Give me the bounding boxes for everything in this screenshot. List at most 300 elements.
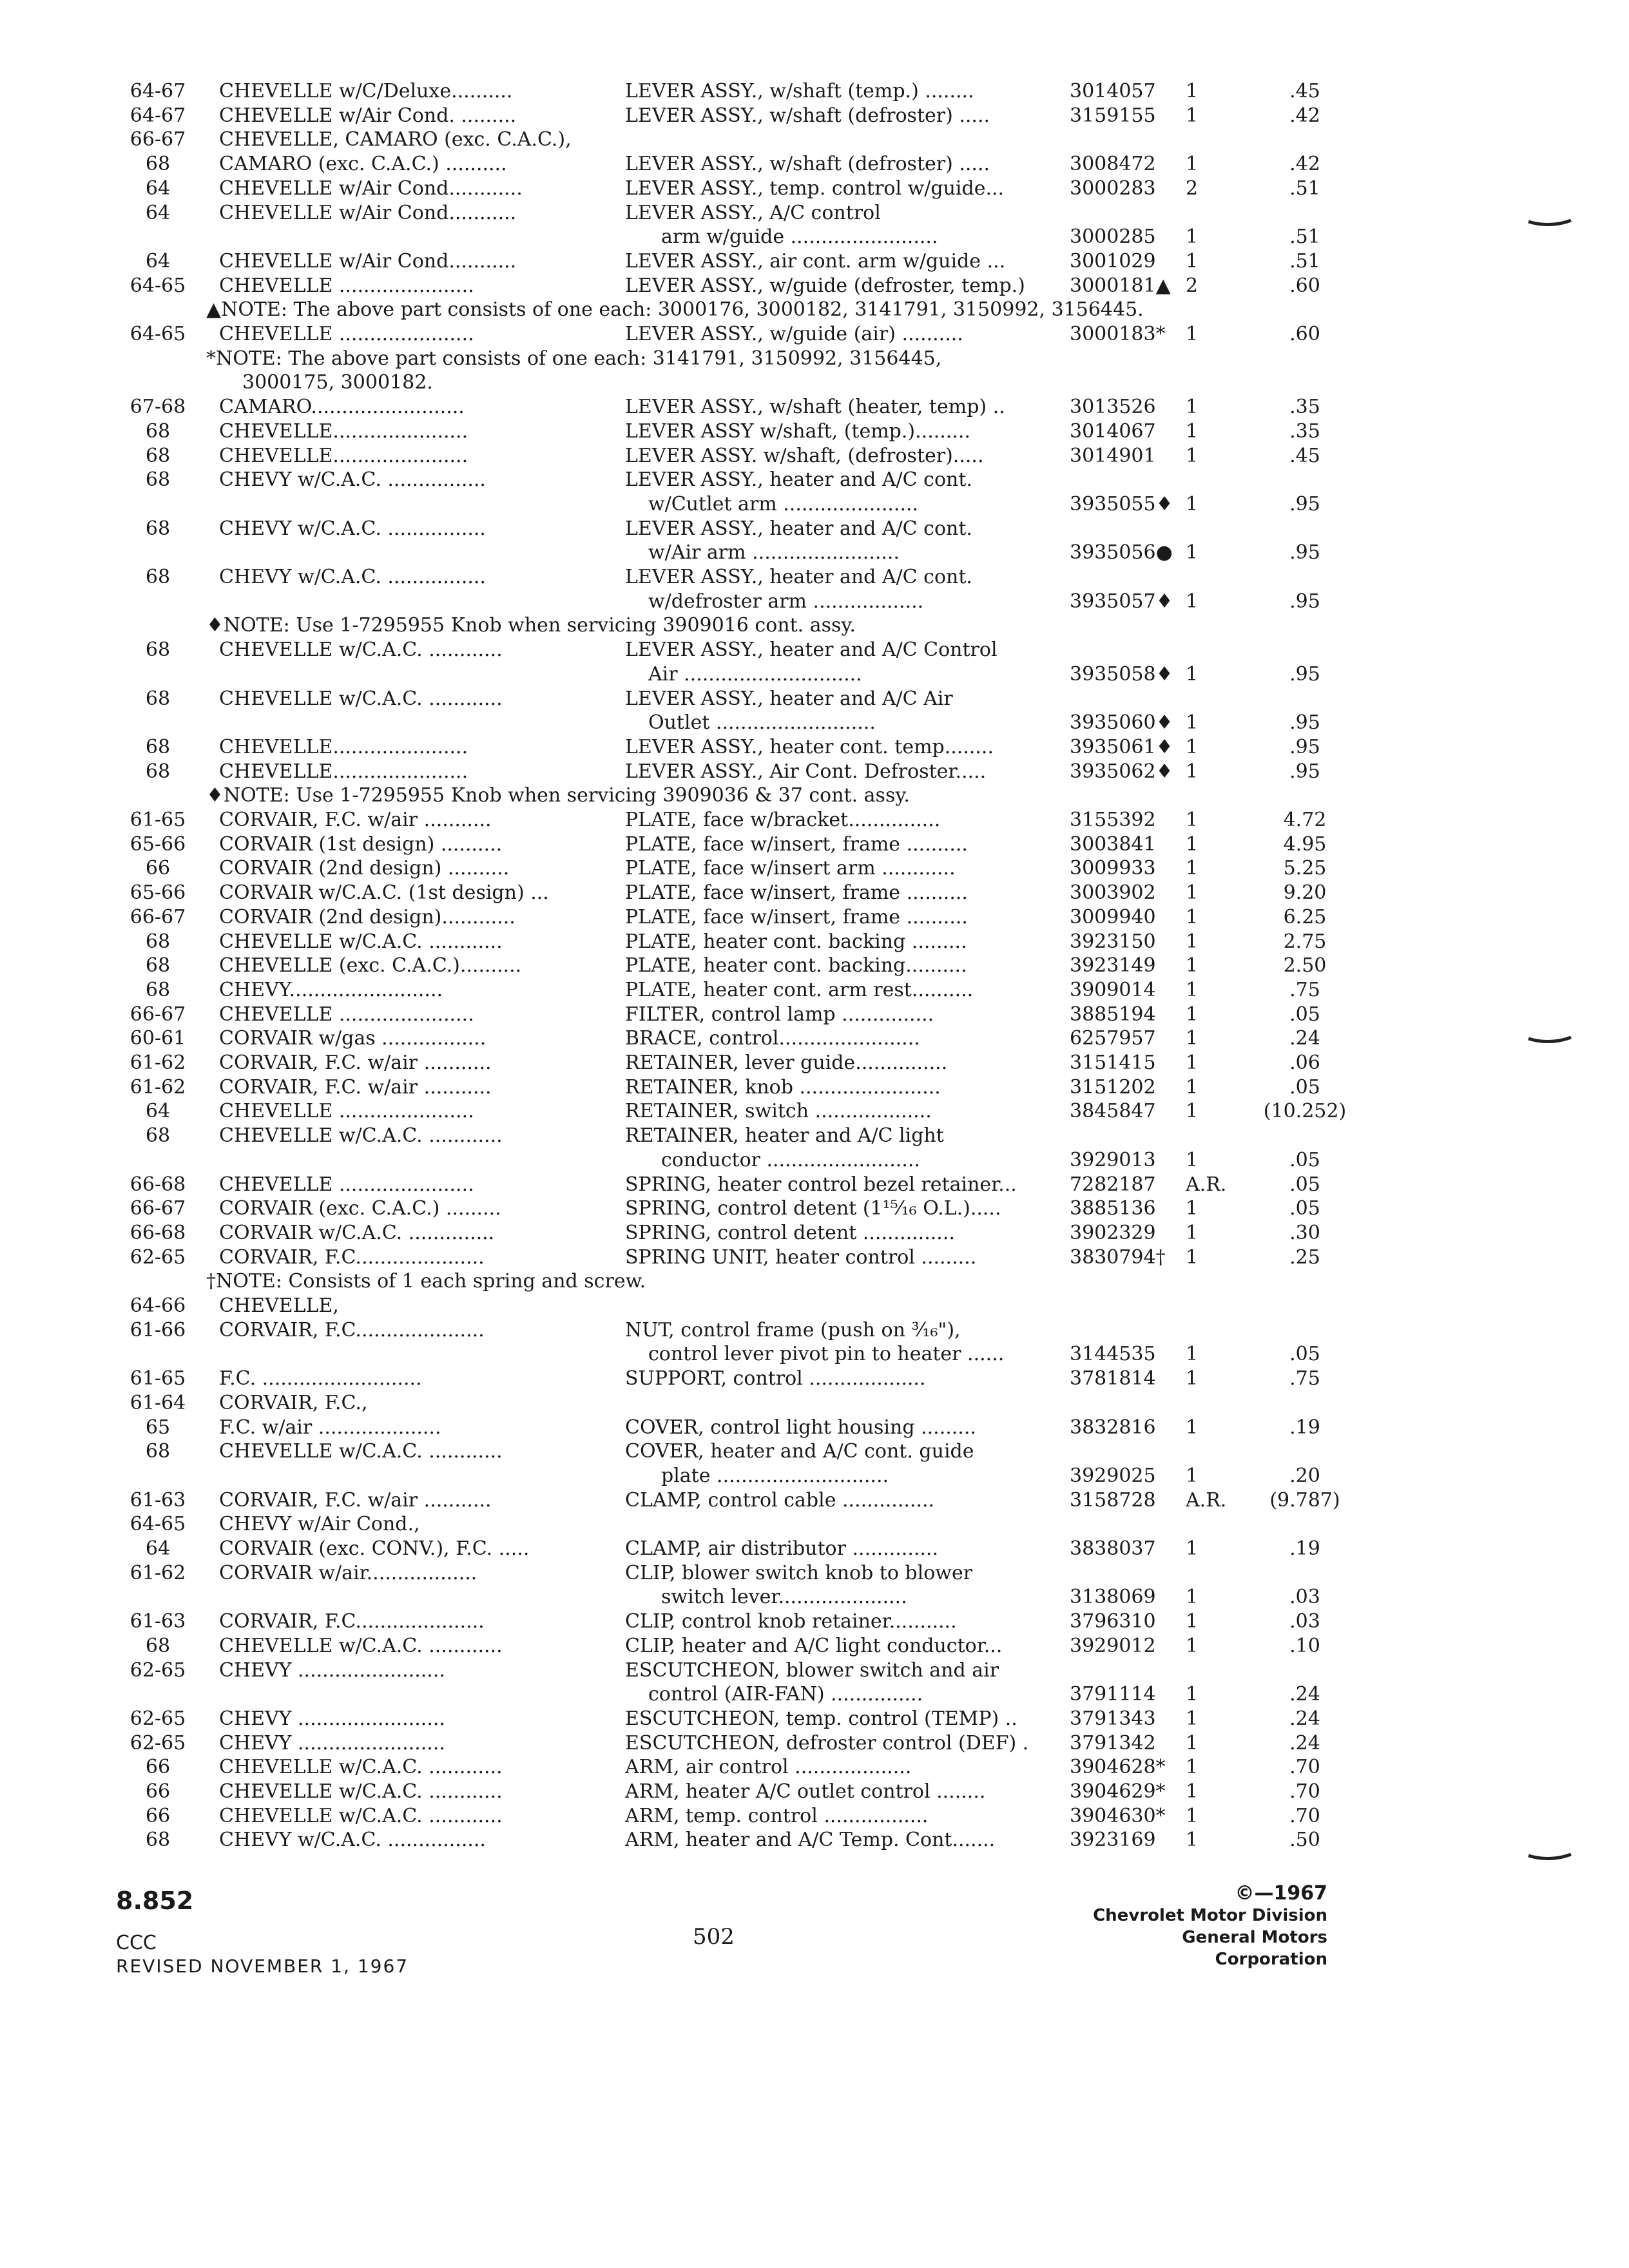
table-row (0, 1220, 1629, 1246)
note-text: ♦NOTE: Use 1-7295955 Knob when servicing 3909036 & 37 cont. assy. (206, 784, 910, 807)
year-cell: 65-66 (130, 833, 186, 856)
model-cell: CHEVY w/C.A.C. ................ (219, 1829, 486, 1851)
year-cell: 61-63 (130, 1489, 186, 1512)
model-cell: CHEVELLE ...................... (219, 1173, 474, 1196)
model-cell: CHEVELLE...................... (219, 736, 468, 758)
model-cell: CORVAIR, F.C..................... (219, 1319, 485, 1341)
table-row (0, 1172, 1629, 1198)
description-cell: LEVER ASSY., heater and A/C Air (625, 687, 953, 710)
year-cell: 62-65 (130, 1246, 186, 1269)
table-row (0, 516, 1629, 542)
price-cell: .24 (1289, 1683, 1320, 1706)
price-cell: .03 (1289, 1586, 1320, 1608)
description-cell: PLATE, face w/insert, frame .......... (625, 906, 968, 928)
table-row (0, 273, 1629, 299)
price-cell: .95 (1289, 760, 1320, 783)
table-row (0, 929, 1629, 955)
model-cell: CORVAIR (exc. C.A.C.) ......... (219, 1197, 501, 1220)
table-row (0, 1561, 1629, 1586)
model-cell: CORVAIR, F.C..................... (219, 1610, 485, 1633)
year-cell: 64 (145, 1100, 171, 1122)
part-number-cell: 3935058♦ (1070, 663, 1173, 686)
price-cell: .19 (1289, 1416, 1320, 1439)
model-cell: CHEVY ........................ (219, 1659, 445, 1682)
part-number-cell: 3904628* (1070, 1756, 1166, 1778)
table-row (0, 419, 1629, 445)
year-cell: 67-68 (130, 396, 186, 418)
year-cell: 66 (145, 857, 171, 879)
description-cell: LEVER ASSY., w/shaft (defroster) ..... (625, 153, 990, 175)
part-number-cell: 3902329 (1070, 1222, 1156, 1244)
table-row (0, 856, 1629, 881)
quantity-cell: 1 (1186, 736, 1199, 758)
note-row (0, 783, 1629, 809)
part-number-cell: 3008472 (1070, 153, 1156, 175)
description-cell: control (AIR-FAN) ............... (648, 1683, 923, 1706)
table-row (0, 1123, 1629, 1149)
price-cell: .45 (1289, 80, 1320, 102)
part-number-cell: 3791343 (1070, 1707, 1156, 1730)
quantity-cell: 1 (1186, 930, 1199, 953)
table-row (0, 637, 1629, 663)
description-cell: ESCUTCHEON, temp. control (TEMP) .. (625, 1707, 1017, 1730)
table-row (0, 1245, 1629, 1271)
table-row (0, 1536, 1629, 1562)
description-cell: LEVER ASSY., heater cont. temp........ (625, 736, 994, 758)
table-row (0, 1415, 1629, 1441)
table-row (0, 1803, 1629, 1829)
table-row (0, 710, 1629, 736)
year-cell: 60-61 (130, 1027, 186, 1050)
year-cell: 68 (145, 1124, 171, 1147)
year-cell: 64 (145, 1537, 171, 1560)
price-cell: .50 (1289, 1829, 1320, 1851)
part-number-cell: 3838037 (1070, 1537, 1156, 1560)
model-cell: CORVAIR (2nd design)............ (219, 906, 516, 928)
year-cell: 64-67 (130, 80, 186, 102)
part-number-cell: 3009940 (1070, 906, 1156, 928)
model-cell: CHEVELLE w/Air Cond............ (219, 177, 523, 200)
model-cell: CORVAIR, F.C. w/air ........... (219, 1052, 492, 1074)
description-cell: arm w/guide ........................ (661, 226, 938, 248)
year-cell: 64 (145, 202, 171, 224)
quantity-cell: 1 (1186, 711, 1199, 734)
year-cell: 66-67 (130, 1003, 186, 1026)
quantity-cell: 1 (1186, 80, 1199, 102)
quantity-cell: 1 (1186, 1222, 1199, 1244)
quantity-cell: 1 (1186, 153, 1199, 175)
model-cell: CHEVY......................... (219, 979, 443, 1001)
quantity-cell: 1 (1186, 250, 1199, 273)
model-cell: CHEVELLE w/C.A.C. ............ (219, 687, 503, 710)
quantity-cell: 1 (1186, 809, 1199, 831)
description-cell: ESCUTCHEON, defroster control (DEF) . (625, 1732, 1029, 1754)
year-cell: 68 (145, 954, 171, 977)
part-number-cell: 3781814 (1070, 1367, 1156, 1390)
table-row (0, 953, 1629, 979)
price-cell: .19 (1289, 1537, 1320, 1560)
description-cell: LEVER ASSY., temp. control w/guide... (625, 177, 1005, 200)
description-cell: RETAINER, switch ................... (625, 1100, 932, 1122)
price-cell: .42 (1289, 104, 1320, 127)
year-cell: 68 (145, 420, 171, 443)
description-cell: CLIP, heater and A/C light conductor... (625, 1635, 1003, 1657)
price-cell: .05 (1289, 1003, 1320, 1026)
description-cell: CLAMP, air distributor .............. (625, 1537, 939, 1560)
table-row (0, 1390, 1629, 1416)
description-cell: w/Cutlet arm ...................... (648, 493, 919, 515)
description-cell: SPRING, control detent (1¹⁵⁄₁₆ O.L.)..... (625, 1197, 1001, 1220)
table-row (0, 1341, 1629, 1367)
part-number-cell: 3000181▲ (1070, 274, 1171, 297)
part-number-cell: 3796310 (1070, 1610, 1156, 1633)
model-cell: CORVAIR, F.C., (219, 1392, 368, 1414)
price-cell: (10.252) (1263, 1100, 1347, 1122)
model-cell: CORVAIR, F.C. w/air ........... (219, 1076, 492, 1099)
table-row (0, 1463, 1629, 1489)
table-row (0, 686, 1629, 712)
table-row (0, 1827, 1629, 1853)
part-number-cell: 3003902 (1070, 881, 1156, 904)
table-row (0, 1488, 1629, 1514)
table-row (0, 1293, 1629, 1319)
description-cell: LEVER ASSY., w/shaft (heater, temp) .. (625, 396, 1005, 418)
model-cell: CHEVELLE ...................... (219, 274, 474, 297)
model-cell: CHEVELLE w/C.A.C. ............ (219, 1780, 503, 1803)
description-cell: control lever pivot pin to heater ...... (648, 1343, 1005, 1365)
year-cell: 61-64 (130, 1392, 186, 1414)
year-cell: 68 (145, 736, 171, 758)
price-cell: .51 (1289, 177, 1320, 200)
price-cell: .95 (1289, 541, 1320, 564)
price-cell: .75 (1289, 979, 1320, 1001)
quantity-cell: 1 (1186, 104, 1199, 127)
model-cell: CHEVELLE w/Air Cond........... (219, 250, 517, 273)
price-cell: .03 (1289, 1610, 1320, 1633)
price-cell: .05 (1289, 1076, 1320, 1099)
price-cell: .45 (1289, 445, 1320, 467)
part-number-cell: 3014057 (1070, 80, 1156, 102)
description-cell: PLATE, heater cont. backing.......... (625, 954, 967, 977)
quantity-cell: 1 (1186, 1707, 1199, 1730)
price-cell: .24 (1289, 1732, 1320, 1754)
model-cell: CHEVELLE w/C.A.C. ............ (219, 930, 503, 953)
price-cell: .35 (1289, 420, 1320, 443)
table-row (0, 1050, 1629, 1076)
note-text: 3000175, 3000182. (242, 371, 433, 394)
table-row (0, 1075, 1629, 1100)
part-number-cell: 3935055♦ (1070, 493, 1173, 515)
table-row (0, 1099, 1629, 1124)
model-cell: CHEVELLE w/C/Deluxe.......... (219, 80, 513, 102)
price-cell: .05 (1289, 1197, 1320, 1220)
part-number-cell: 3159155 (1070, 104, 1156, 127)
year-cell: 62-65 (130, 1659, 186, 1682)
quantity-cell: 1 (1186, 1027, 1199, 1050)
model-cell: CORVAIR (1st design) .......... (219, 833, 503, 856)
table-row (0, 977, 1629, 1003)
part-number-cell: 3935062♦ (1070, 760, 1173, 783)
quantity-cell: 1 (1186, 1343, 1199, 1365)
description-cell: w/defroster arm .................. (648, 590, 924, 613)
year-cell: 68 (145, 760, 171, 783)
page-number: 502 (693, 1924, 735, 1950)
quantity-cell: 1 (1186, 1416, 1199, 1439)
model-cell: CORVAIR w/C.A.C. .............. (219, 1222, 495, 1244)
model-cell: CHEVELLE ...................... (219, 323, 474, 345)
quantity-cell: 2 (1186, 274, 1199, 297)
binder-hole-mark (1527, 219, 1572, 228)
table-row (0, 249, 1629, 274)
table-row (0, 127, 1629, 153)
table-row (0, 735, 1629, 760)
table-row (0, 1318, 1629, 1343)
note-row (0, 346, 1629, 372)
part-number-cell: 3014067 (1070, 420, 1156, 443)
price-cell: 2.75 (1283, 930, 1327, 953)
description-cell: LEVER ASSY., w/guide (defroster, temp.) (625, 274, 1025, 297)
part-number-cell: 3000183* (1070, 323, 1166, 345)
table-row (0, 1584, 1629, 1610)
price-cell: .95 (1289, 663, 1320, 686)
year-cell: 66-67 (130, 128, 186, 151)
table-row (0, 589, 1629, 615)
model-cell: F.C. w/air .................... (219, 1416, 441, 1439)
year-cell: 66-68 (130, 1173, 186, 1196)
description-cell: CLIP, control knob retainer........... (625, 1610, 957, 1633)
model-cell: CHEVELLE w/Air Cond........... (219, 202, 517, 224)
price-cell: .24 (1289, 1027, 1320, 1050)
model-cell: CHEVELLE w/C.A.C. ............ (219, 1124, 503, 1147)
table-row (0, 1633, 1629, 1659)
part-number-cell: 3929025 (1070, 1465, 1156, 1487)
year-cell: 61-65 (130, 809, 186, 831)
model-cell: CORVAIR (2nd design) .......... (219, 857, 510, 879)
table-row (0, 1366, 1629, 1392)
part-number-cell: 3791114 (1070, 1683, 1156, 1706)
part-number-cell: 7282187 (1070, 1173, 1156, 1196)
table-row (0, 200, 1629, 226)
quantity-cell: 1 (1186, 396, 1199, 418)
description-cell: w/Air arm ........................ (648, 541, 900, 564)
model-cell: CHEVELLE w/C.A.C. ............ (219, 1635, 503, 1657)
year-cell: 64 (145, 177, 171, 200)
price-cell: .25 (1289, 1246, 1320, 1269)
footer-left (116, 1887, 409, 1977)
table-row (0, 1609, 1629, 1635)
quantity-cell: 2 (1186, 177, 1199, 200)
part-number-cell: 3923150 (1070, 930, 1156, 953)
price-cell: .51 (1289, 250, 1320, 273)
description-cell: SPRING, control detent ............... (625, 1222, 955, 1244)
model-cell: CORVAIR w/C.A.C. (1st design) ... (219, 881, 549, 904)
price-cell: .20 (1289, 1465, 1320, 1487)
year-cell: 68 (145, 445, 171, 467)
part-number-cell: 3904629* (1070, 1780, 1166, 1803)
quantity-cell: 1 (1186, 1100, 1199, 1122)
part-number-cell: 3885194 (1070, 1003, 1156, 1026)
description-cell: FILTER, control lamp ............... (625, 1003, 934, 1026)
part-number-cell: 3832816 (1070, 1416, 1156, 1439)
model-cell: CORVAIR, F.C. w/air ........... (219, 1489, 492, 1512)
price-cell: .35 (1289, 396, 1320, 418)
description-cell: SPRING, heater control bezel retainer... (625, 1173, 1017, 1196)
table-row (0, 492, 1629, 517)
year-cell: 61-62 (130, 1052, 186, 1074)
model-cell: F.C. .......................... (219, 1367, 422, 1390)
note-text: ▲NOTE: The above part consists of one each: 3000176, 3000182, 3141791, 3150992, 3156445. (206, 298, 1144, 321)
table-row (0, 224, 1629, 250)
quantity-cell: 1 (1186, 493, 1199, 515)
quantity-cell: 1 (1186, 663, 1199, 686)
description-cell: Air ............................. (648, 663, 862, 686)
description-cell: LEVER ASSY., w/shaft (defroster) ..... (625, 104, 990, 127)
year-cell: 66 (145, 1756, 171, 1778)
description-cell: Outlet .......................... (648, 711, 876, 734)
year-cell: 65 (145, 1416, 171, 1439)
price-cell: 9.20 (1283, 881, 1327, 904)
price-cell: .10 (1289, 1635, 1320, 1657)
year-cell: 66-68 (130, 1222, 186, 1244)
table-row (0, 880, 1629, 906)
price-cell: .95 (1289, 590, 1320, 613)
description-cell: RETAINER, knob ....................... (625, 1076, 941, 1099)
model-cell: CHEVY ........................ (219, 1707, 445, 1730)
quantity-cell: 1 (1186, 323, 1199, 345)
description-cell: SPRING UNIT, heater control ......... (625, 1246, 977, 1269)
year-cell: 68 (145, 468, 171, 491)
price-cell: .05 (1289, 1343, 1320, 1365)
table-row (0, 176, 1629, 202)
description-cell: PLATE, face w/insert arm ............ (625, 857, 956, 879)
model-cell: CHEVELLE w/C.A.C. ............ (219, 1805, 503, 1827)
part-number-cell: 3138069 (1070, 1586, 1156, 1608)
model-cell: CHEVELLE ...................... (219, 1100, 474, 1122)
quantity-cell: 1 (1186, 1780, 1199, 1803)
table-row (0, 79, 1629, 104)
table-row (0, 1512, 1629, 1537)
note-text: †NOTE: Consists of 1 each spring and screw. (206, 1270, 646, 1293)
quantity-cell: 1 (1186, 1732, 1199, 1754)
model-cell: CHEVELLE ...................... (219, 1003, 474, 1026)
description-cell: RETAINER, lever guide............... (625, 1052, 948, 1074)
description-cell: RETAINER, heater and A/C light (625, 1124, 944, 1147)
footer-right (1070, 1883, 1327, 1970)
year-cell: 68 (145, 1635, 171, 1657)
part-number-cell: 3000283 (1070, 177, 1156, 200)
year-cell: 68 (145, 979, 171, 1001)
description-cell: CLIP, blower switch knob to blower (625, 1562, 973, 1584)
model-cell: CHEVY w/C.A.C. ................ (219, 517, 486, 540)
model-cell: CHEVELLE w/C.A.C. ............ (219, 639, 503, 661)
model-cell: CORVAIR, F.C. w/air ........... (219, 809, 492, 831)
quantity-cell: 1 (1186, 1052, 1199, 1074)
table-row (0, 759, 1629, 785)
year-cell: 61-62 (130, 1076, 186, 1099)
description-cell: LEVER ASSY., heater and A/C cont. (625, 566, 972, 588)
note-row (0, 370, 1629, 396)
part-number-cell: 3935057♦ (1070, 590, 1173, 613)
model-cell: CORVAIR (exc. CONV.), F.C. ..... (219, 1537, 530, 1560)
part-number-cell: 3885136 (1070, 1197, 1156, 1220)
description-cell: ARM, heater and A/C Temp. Cont....... (625, 1829, 996, 1851)
table-row (0, 1148, 1629, 1173)
year-cell: 66 (145, 1780, 171, 1803)
year-cell: 66-67 (130, 906, 186, 928)
quantity-cell: 1 (1186, 881, 1199, 904)
year-cell: 64-67 (130, 104, 186, 127)
description-cell: LEVER ASSY w/shaft, (temp.)......... (625, 420, 970, 443)
part-number-cell: 3151202 (1070, 1076, 1156, 1099)
description-cell: PLATE, heater cont. backing ......... (625, 930, 967, 953)
quantity-cell: 1 (1186, 1586, 1199, 1608)
price-cell: 6.25 (1283, 906, 1327, 928)
description-cell: COVER, control light housing ......... (625, 1416, 976, 1439)
part-number-cell: 3929013 (1070, 1149, 1156, 1171)
model-cell: CHEVELLE...................... (219, 445, 468, 467)
price-cell: .42 (1289, 153, 1320, 175)
part-number-cell: 3935060♦ (1070, 711, 1173, 734)
year-cell: 61-63 (130, 1610, 186, 1633)
table-row (0, 662, 1629, 687)
price-cell: .70 (1289, 1756, 1320, 1778)
year-cell: 64-65 (130, 323, 186, 345)
model-cell: CHEVY ........................ (219, 1732, 445, 1754)
part-number-cell: 3014901 (1070, 445, 1156, 467)
part-number-cell: 3935056● (1070, 541, 1173, 564)
description-cell: BRACE, control....................... (625, 1027, 920, 1050)
description-cell: LEVER ASSY., heater and A/C cont. (625, 517, 972, 540)
description-cell: NUT, control frame (push on ³⁄₁₆"), (625, 1319, 961, 1341)
year-cell: 62-65 (130, 1707, 186, 1730)
description-cell: LEVER ASSY., heater and A/C Control (625, 639, 998, 661)
year-cell: 62-65 (130, 1732, 186, 1754)
quantity-cell: 1 (1186, 420, 1199, 443)
model-cell: CHEVELLE w/C.A.C. ............ (219, 1756, 503, 1778)
price-cell: 2.50 (1283, 954, 1327, 977)
price-cell: .60 (1289, 323, 1320, 345)
price-cell: (9.787) (1269, 1489, 1340, 1512)
part-number-cell: 3935061♦ (1070, 736, 1173, 758)
price-cell: 4.95 (1283, 833, 1327, 856)
binder-hole-mark (1527, 1036, 1572, 1045)
year-cell: 68 (145, 153, 171, 175)
part-number-cell: 3003841 (1070, 833, 1156, 856)
quantity-cell: 1 (1186, 226, 1199, 248)
description-cell: CLAMP, control cable ............... (625, 1489, 935, 1512)
table-row (0, 564, 1629, 590)
description-cell: plate ............................ (661, 1465, 889, 1487)
revision-date: REVISED NOVEMBER 1, 1967 (116, 1956, 409, 1977)
part-number-cell: 3144535 (1070, 1343, 1156, 1365)
copyright: ©—1967 (1235, 1882, 1327, 1905)
description-cell: LEVER ASSY. w/shaft, (defroster)..... (625, 445, 984, 467)
corporation-name: General Motors Corporation (1182, 1928, 1327, 1969)
quantity-cell: 1 (1186, 1756, 1199, 1778)
quantity-cell: 1 (1186, 590, 1199, 613)
description-cell: SUPPORT, control ................... (625, 1367, 926, 1390)
model-cell: CHEVELLE w/C.A.C. ............ (219, 1440, 503, 1463)
quantity-cell: 1 (1186, 1197, 1199, 1220)
price-cell: .30 (1289, 1222, 1320, 1244)
quantity-cell: 1 (1186, 1076, 1199, 1099)
part-number-cell: 3000285 (1070, 226, 1156, 248)
quantity-cell: 1 (1186, 857, 1199, 879)
quantity-cell: 1 (1186, 954, 1199, 977)
year-cell: 61-66 (130, 1319, 186, 1341)
price-cell: .06 (1289, 1052, 1320, 1074)
price-cell: .70 (1289, 1805, 1320, 1827)
